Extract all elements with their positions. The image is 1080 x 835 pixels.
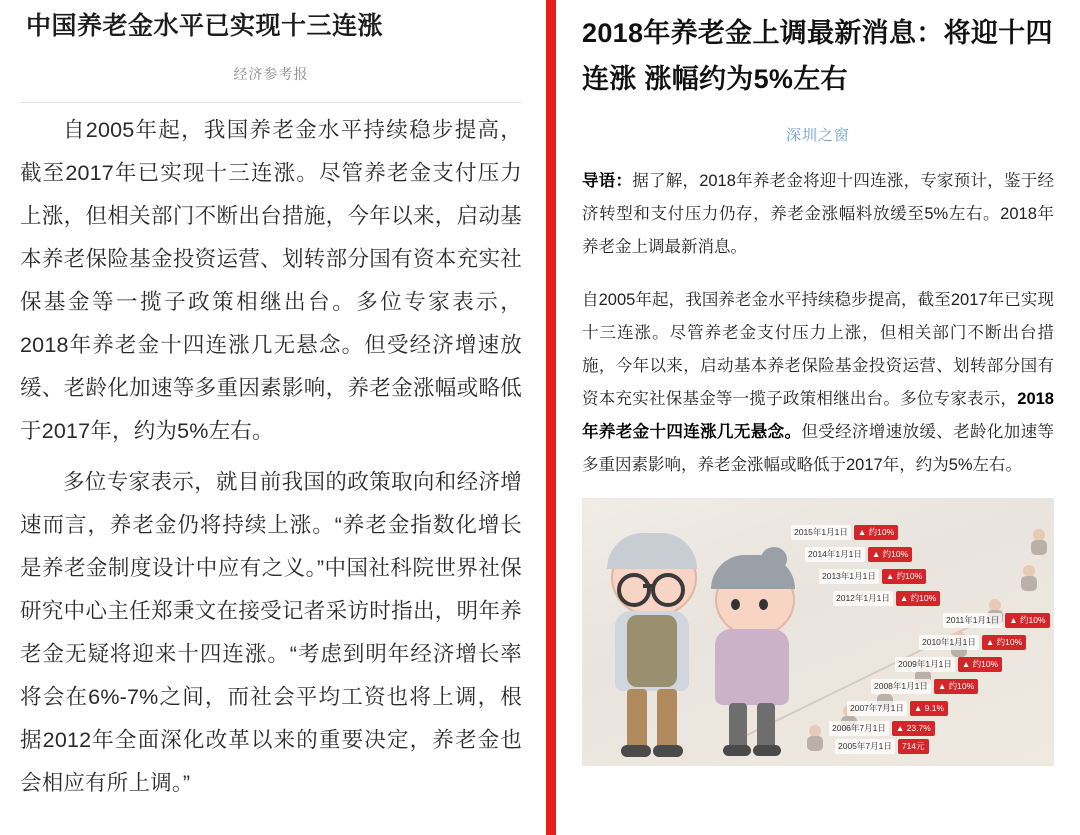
chart-value-2013: ▲ 约10%: [882, 569, 926, 584]
left-article-body: [20, 109, 522, 805]
chart-label-2005: [835, 739, 932, 754]
grandmother-shoe-left: [723, 745, 751, 756]
grandfather-shoe-left: [621, 745, 651, 757]
grandfather-illustration: [597, 529, 707, 759]
glasses-bridge-icon: [643, 584, 653, 588]
lead-label: 导语：: [582, 172, 633, 190]
chart-value-2008: ▲ 约10%: [934, 679, 978, 694]
right-article-title: 2018年养老金上调最新消息：将迎十四连涨 涨幅约为5%左右: [582, 18, 1053, 94]
chart-value-2005: 714元: [898, 739, 929, 754]
chart-date-2013: 2013年1月1日: [819, 569, 879, 584]
mini-figure-icon: [1029, 529, 1049, 555]
chart-value-2014: ▲ 约10%: [868, 547, 912, 562]
pension-increase-chart: [582, 498, 1054, 766]
left-paragraph-2: 多位专家表示，就目前我国的政策取向和经济增速而言，养老金仍将持续上涨。“养老金指数化增长是养老金制度设计中应有之义。”中国社科院世界社保研究中心主任郑秉文在接受记者采访时指出，明年养老金无疑将迎来十四连涨。“考虑到明年经济增长率将会在6%-7%之间，而社会平均工资也将上调，根据2012年全面深化改革以来的重要决定，养老金也会相应有所上调。”: [20, 470, 522, 795]
chart-date-2005: 2005年7月1日: [835, 739, 895, 754]
grandfather-hair: [607, 533, 697, 569]
chart-label-2009: [895, 657, 1005, 672]
chart-date-2009: 2009年1月1日: [895, 657, 955, 672]
right-body-part1: 自2005年起，我国养老金水平持续稳步提高，截至2017年已实现十三连涨。尽管养老金支付压力上涨，但相关部门不断出台措施，今年以来，启动基本养老保险基金投资运营、划转部分国有资本充实社保基金等一揽子政策相继出台。多位专家表示，: [582, 291, 1054, 408]
left-paragraph-1: 自2005年起，我国养老金水平持续稳步提高，截至2017年已实现十三连涨。尽管养老金支付压力上涨，但相关部门不断出台措施，今年以来，启动基本养老保险基金投资运营、划转部分国有资本充实社保基金等一揽子政策相继出台。多位专家表示，2018年养老金十四连涨几无悬念。但受经济增速放缓、老龄化加速等多重因素影响，养老金涨幅或略低于2017年，约为5%左右。: [20, 118, 522, 443]
glasses-right-icon: [651, 573, 685, 607]
right-body-part2: 但受经济增速放缓、老龄化加速等多重因素影响，养老金涨幅或略低于2017年，约为5%左右。: [582, 423, 1055, 474]
chart-label-2011: [943, 613, 1053, 628]
grandmother-eye-left: [731, 599, 740, 610]
right-article-source[interactable]: 深圳之窗: [785, 127, 850, 144]
chart-value-2007: ▲ 9.1%: [910, 701, 948, 716]
lead-text: 据了解，2018年养老金将迎十四连涨，专家预计，鉴于经济转型和支付压力仍存，养老金涨幅料放缓至5%左右。2018年养老金上调最新消息。: [582, 172, 1054, 256]
chart-label-2006: [829, 721, 938, 736]
right-article: [556, 0, 1080, 835]
chart-value-2015: ▲ 约10%: [854, 525, 898, 540]
right-article-body: [582, 284, 1054, 482]
chart-date-2011: 2011年1月1日: [943, 613, 1002, 628]
right-lead-paragraph: [582, 165, 1054, 264]
chart-date-2006: 2006年7月1日: [829, 721, 889, 736]
grandmother-body: [715, 629, 789, 705]
chart-date-2010: 2010年1月1日: [919, 635, 979, 650]
grandmother-illustration: [703, 541, 803, 759]
chart-date-2007: 2007年7月1日: [847, 701, 907, 716]
chart-label-2012: [833, 591, 940, 606]
chart-value-2009: ▲ 约10%: [958, 657, 1002, 672]
chart-date-2008: 2008年1月1日: [871, 679, 931, 694]
chart-label-2015: [791, 525, 898, 540]
left-article-title: 中国养老金水平已实现十三连涨: [26, 12, 384, 40]
left-article-source: 经济参考报: [233, 66, 309, 82]
grandmother-shoe-right: [753, 745, 781, 756]
grandfather-shoe-right: [653, 745, 683, 757]
mini-figure-icon: [1019, 565, 1039, 591]
right-body-bold: 2018年养老金十四连涨几无悬念。: [582, 390, 1054, 441]
grandfather-vest: [627, 615, 677, 687]
grandmother-eye-right: [759, 599, 768, 610]
chart-value-2012: ▲ 约10%: [896, 591, 940, 606]
chart-value-2010: ▲ 约10%: [982, 635, 1026, 650]
grandfather-leg-right: [657, 689, 677, 751]
grandmother-leg-right: [757, 703, 775, 751]
mini-figure-icon: [805, 725, 825, 751]
vertical-divider: [546, 0, 556, 835]
chart-label-2008: [871, 679, 981, 694]
chart-label-2010: [919, 635, 1029, 650]
chart-label-2007: [847, 701, 951, 716]
chart-label-2013: [819, 569, 926, 584]
chart-date-2015: 2015年1月1日: [791, 525, 851, 540]
chart-value-2011: ▲ 约10%: [1005, 613, 1049, 628]
glasses-left-icon: [617, 573, 651, 607]
right-paragraph-1: [582, 284, 1054, 482]
left-divider-rule: [20, 102, 522, 103]
chart-value-2006: ▲ 23.7%: [892, 721, 935, 736]
chart-date-2014: 2014年1月1日: [805, 547, 865, 562]
grandfather-leg-left: [627, 689, 647, 751]
grandmother-leg-left: [729, 703, 747, 751]
chart-label-2014: [805, 547, 912, 562]
chart-date-2012: 2012年1月1日: [833, 591, 893, 606]
